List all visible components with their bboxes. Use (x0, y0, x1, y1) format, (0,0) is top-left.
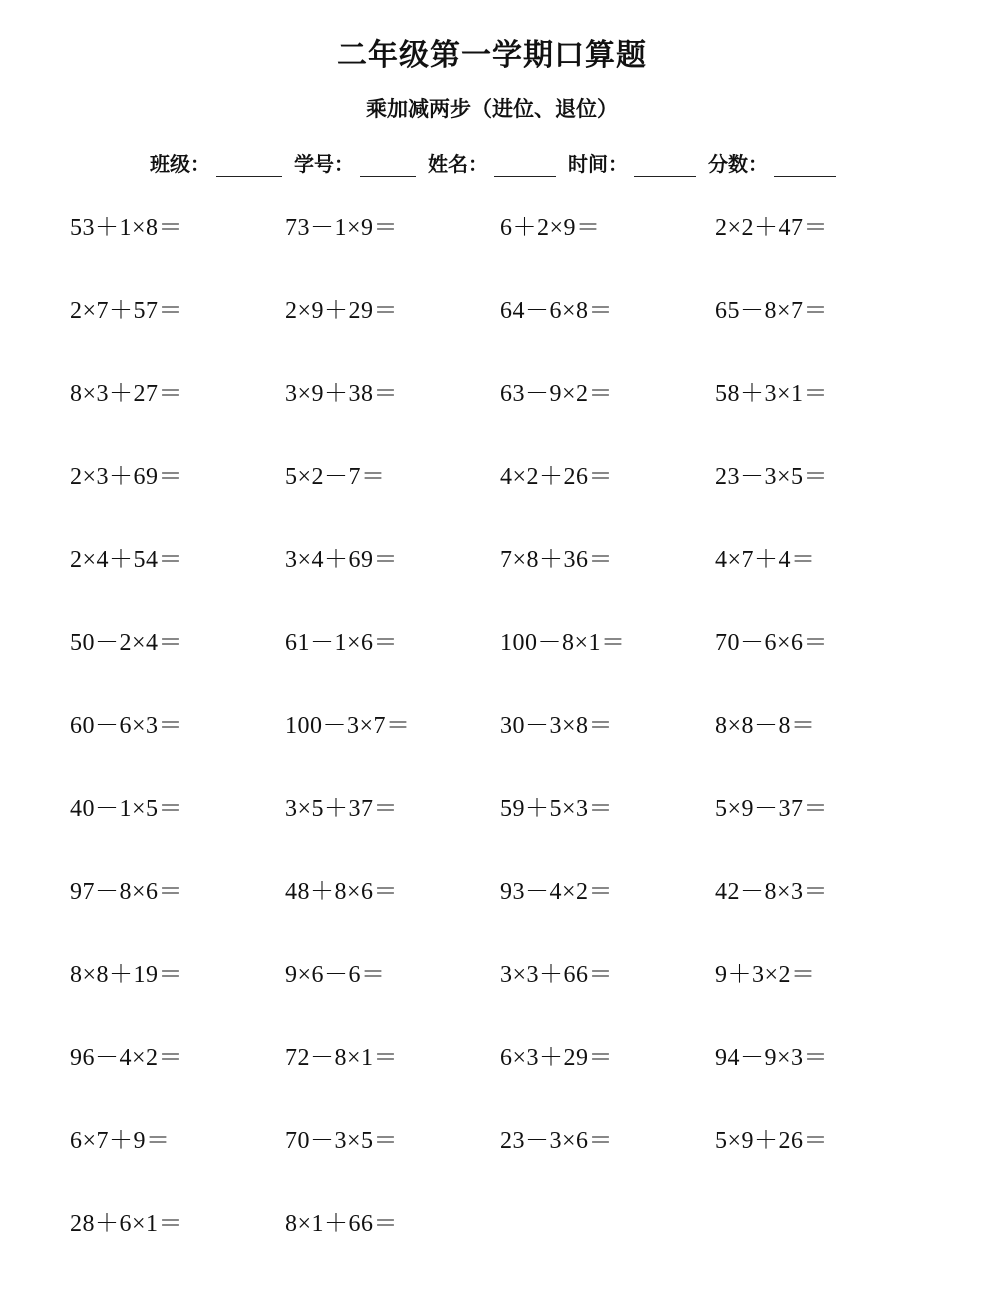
problem-row (70, 627, 930, 710)
math-problem: 65－8×7＝ (715, 298, 829, 324)
math-problem: 94－9×3＝ (715, 1045, 829, 1071)
student-info-row (150, 145, 870, 177)
math-problem: 8×8＋19＝ (70, 962, 184, 988)
math-problem: 23－3×5＝ (715, 464, 829, 490)
math-problem: 2×9＋29＝ (285, 298, 399, 324)
math-problem: 64－6×8＝ (500, 298, 614, 324)
math-problem: 4×2＋26＝ (500, 464, 614, 490)
class-field (150, 148, 282, 177)
math-problem: 58＋3×1＝ (715, 381, 829, 407)
math-problem: 30－3×8＝ (500, 713, 614, 739)
math-problem: 3×5＋37＝ (285, 796, 399, 822)
math-problem: 28＋6×1＝ (70, 1211, 184, 1237)
problem-row (70, 710, 930, 793)
name-label: 姓名： (428, 152, 488, 176)
student-number-field (294, 148, 416, 177)
math-problem: 100－8×1＝ (500, 630, 626, 656)
math-problem: 48＋8×6＝ (285, 879, 399, 905)
math-problem: 63－9×2＝ (500, 381, 614, 407)
math-problem: 97－8×6＝ (70, 879, 184, 905)
time-field (568, 148, 696, 177)
math-problem: 5×9－37＝ (715, 796, 829, 822)
math-problem: 53＋1×8＝ (70, 215, 184, 241)
math-problem: 7×8＋36＝ (500, 547, 614, 573)
math-problem: 40－1×5＝ (70, 796, 184, 822)
math-problem: 5×9＋26＝ (715, 1128, 829, 1154)
class-label: 班级： (150, 152, 210, 176)
math-problem: 70－3×5＝ (285, 1128, 399, 1154)
math-problem: 3×4＋69＝ (285, 547, 399, 573)
score-field (708, 148, 836, 177)
problem-row (70, 876, 930, 959)
problem-row (70, 461, 930, 544)
math-problem: 2×3＋69＝ (70, 464, 184, 490)
math-problem: 3×3＋66＝ (500, 962, 614, 988)
math-problem: 9＋3×2＝ (715, 962, 816, 988)
math-problem: 5×2－7＝ (285, 464, 386, 490)
problem-row (70, 544, 930, 627)
math-problem: 61－1×6＝ (285, 630, 399, 656)
problem-grid (70, 212, 930, 1291)
score-label: 分数： (708, 152, 768, 176)
worksheet-title: 二年级第一学期口算题 (337, 38, 647, 73)
time-blank (634, 154, 696, 177)
math-problem: 9×6－6＝ (285, 962, 386, 988)
class-blank (216, 154, 282, 177)
problem-row (70, 1125, 930, 1208)
problem-row (70, 959, 930, 1042)
math-problem: 8×8－8＝ (715, 713, 816, 739)
math-problem: 42－8×3＝ (715, 879, 829, 905)
math-problem: 6×7＋9＝ (70, 1128, 171, 1154)
math-problem: 93－4×2＝ (500, 879, 614, 905)
problem-row (70, 1042, 930, 1125)
math-problem: 60－6×3＝ (70, 713, 184, 739)
math-problem: 59＋5×3＝ (500, 796, 614, 822)
math-problem: 50－2×4＝ (70, 630, 184, 656)
math-problem: 23－3×6＝ (500, 1128, 614, 1154)
math-problem: 6×3＋29＝ (500, 1045, 614, 1071)
score-blank (774, 154, 836, 177)
math-problem: 2×7＋57＝ (70, 298, 184, 324)
problem-row (70, 212, 930, 295)
math-problem: 70－6×6＝ (715, 630, 829, 656)
math-problem: 4×7＋4＝ (715, 547, 816, 573)
math-problem: 73－1×9＝ (285, 215, 399, 241)
math-problem: 96－4×2＝ (70, 1045, 184, 1071)
math-problem: 6＋2×9＝ (500, 215, 601, 241)
problem-row (70, 378, 930, 461)
math-problem: 3×9＋38＝ (285, 381, 399, 407)
name-field (428, 148, 556, 177)
problem-row (70, 793, 930, 876)
math-problem: 2×4＋54＝ (70, 547, 184, 573)
student-number-label: 学号： (294, 152, 354, 176)
time-label: 时间： (568, 152, 628, 176)
problem-row (70, 295, 930, 378)
math-problem: 8×3＋27＝ (70, 381, 184, 407)
math-problem: 72－8×1＝ (285, 1045, 399, 1071)
math-problem: 2×2＋47＝ (715, 215, 829, 241)
worksheet-subtitle: 乘加减两步（进位、退位） (366, 96, 618, 121)
name-blank (494, 154, 556, 177)
math-problem: 8×1＋66＝ (285, 1211, 399, 1237)
student-number-blank (360, 154, 416, 177)
problem-row (70, 1208, 930, 1291)
math-problem: 100－3×7＝ (285, 713, 411, 739)
